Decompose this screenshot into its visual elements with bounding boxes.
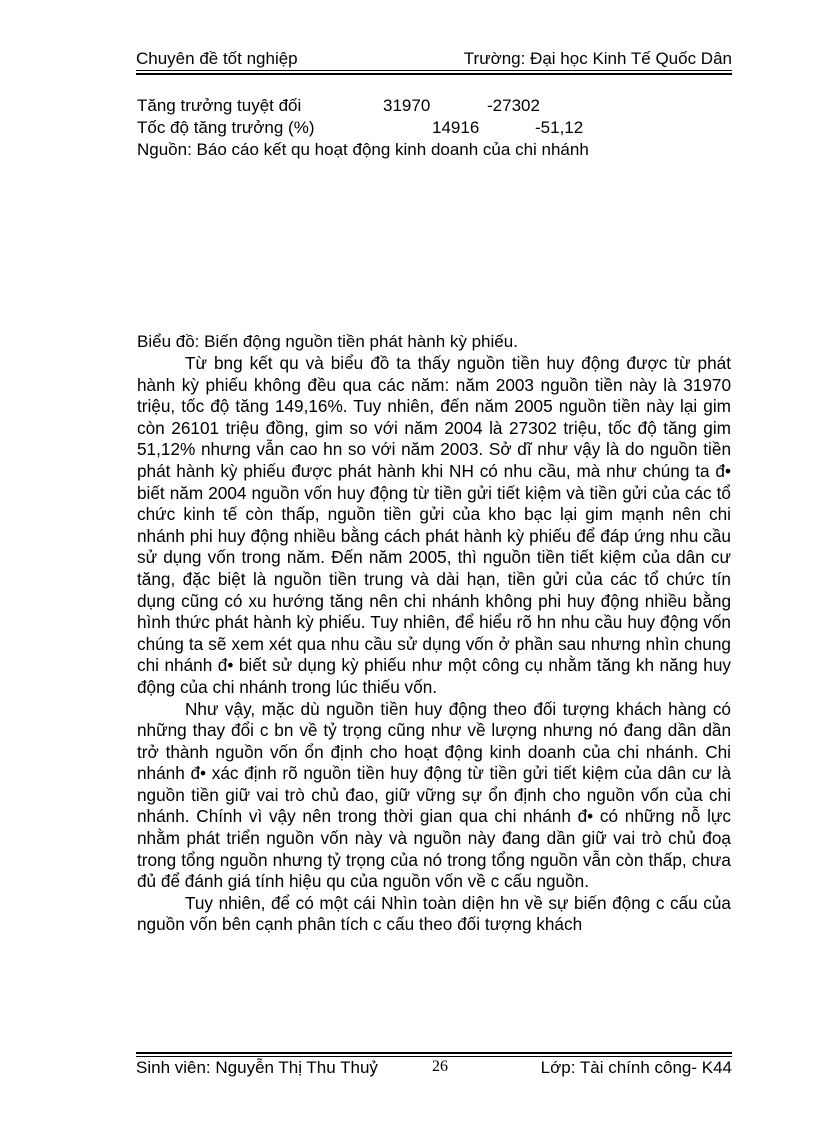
paragraph: Tuy nhiên, để có một cái Nhìn toàn diện hn về sự biến động c cấu của nguồn vốn bên cạnh phân tích c cấu theo đối tượng khách [137,892,731,935]
chart-caption: Biểu đồ: Biến động nguồn tiền phát hành kỳ phiếu. [137,332,518,351]
header-thesis-title: Chuyên đề tốt nghiệp [136,49,298,68]
row-value-2: -27302 [487,96,540,115]
footer-rule [136,1056,732,1057]
row-value-1: 14916 [432,118,480,137]
page-footer [136,1058,732,1080]
footer-student: Sinh viên: Nguyễn Thị Thu Thuỷ [136,1058,378,1077]
row-label: Tăng trưởng tuyệt đối [137,96,302,115]
row-label: Tốc độ tăng trưởng (%) [137,118,315,137]
footer-class: Lớp: Tài chính công- K44 [540,1058,732,1077]
row-value-2: -51,12 [535,118,584,137]
header-university: Trường: Đại học Kinh Tế Quốc Dân [463,49,732,68]
page-number: 26 [432,1058,448,1075]
row-value-1: 31970 [383,96,431,115]
paragraph: Như vậy, mặc dù nguồn tiền huy động theo đối tượng khách hàng có những thay đổi c bn về tỷ trọng cũng như về lượng nhưng nó đang dần dần trở thành nguồn vốn ổn định cho hoạt động kinh doanh của chi nhánh. Chi nhánh đ• xác định rõ nguồn tiền huy động từ tiền gửi tiết kiệm của dân cư là nguồn tiền giữ vai trò chủ đao, giữ vững sự ổn định cho nguồn vốn của chi nhánh. Chính vì vậy nên trong thời gian qua chi nhánh đ• có những nỗ lực nhằm phát triển nguồn vốn này và nguồn này đang dần giữ vai trò chủ đoạ trong tổng nguồn nhưng tỷ trọng của nó trong tổng nguồn vẫn còn thấp, chưa đủ để đánh giá tính hiệu qu của nguồn vốn về c cấu nguồn. [137,698,731,892]
header-rule-thick [136,73,732,75]
body-text [137,353,731,936]
footer-rule-thick [136,1052,732,1054]
source-text: Nguồn: Báo cáo kết qu hoạt động kinh doanh của chi nhánh [137,140,589,159]
paragraph: Từ bng kết qu và biểu đồ ta thấy nguồn tiền huy động được từ phát hành kỳ phiếu không đều qua các năm: năm 2003 nguồn tiền này là 31970 triệu, tốc độ tăng 149,16%. Tuy nhiên, đến năm 2005 nguồn tiền này lại gim còn 26101 triệu đồng, gim so với năm 2004 là 27302 triệu, tốc độ tăng gim 51,12% nhưng vẫn cao hn so với năm 2003. Sở dĩ như vậy là do nguồn tiền phát hành kỳ phiếu được phát hành khi NH có nhu cầu, mà như chúng ta đ• biết năm 2004 nguồn vốn huy động từ tiền gửi tiết kiệm và tiền gửi của các tổ chức kinh tế còn thấp, nguồn tiền gửi của kho bạc lại gim mạnh nên chi nhánh phi huy động nhiều bằng cách phát hành kỳ phiếu để đáp ứng nhu cầu sử dụng vốn trong năm. Đến năm 2005, thì nguồn tiền tiết kiệm của dân cư tăng, đặc biệt là nguồn tiền trung và dài hạn, tiền gửi của các tổ chức tín dụng cũng có xu hướng tăng nên chi nhánh không phi huy động nhiều bằng hình thức phát hành kỳ phiếu. Tuy nhiên, để hiểu rõ hn nhu cầu huy động vốn chúng ta sẽ xem xét qua nhu cầu sử dụng vốn ở phần sau nhưng nhìn chung chi nhánh đ• biết sử dụng kỳ phiếu như một công cụ nhằm tăng kh năng huy động của chi nhánh trong lúc thiếu vốn. [137,353,731,697]
page-header [136,49,732,71]
header-rule [136,70,732,71]
